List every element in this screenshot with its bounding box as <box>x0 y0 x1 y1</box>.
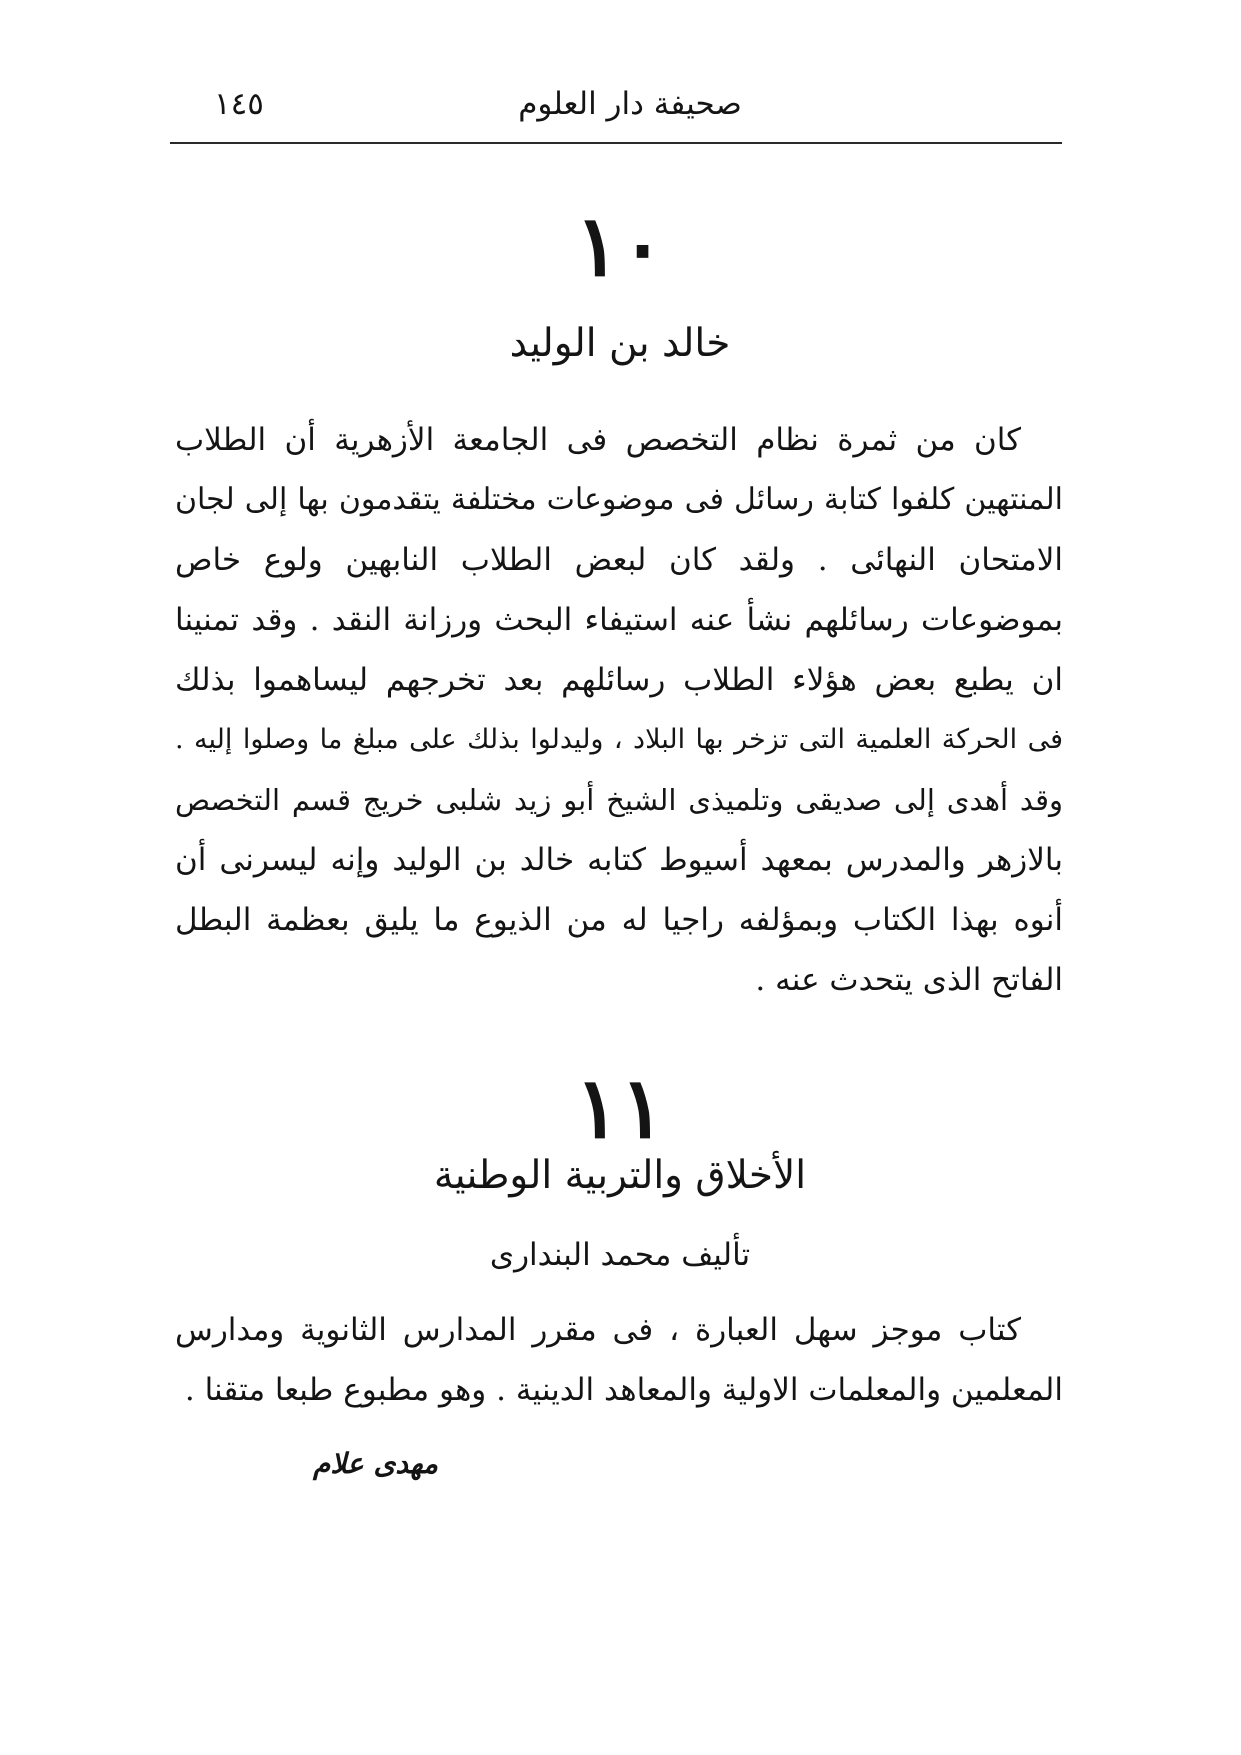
body-line: الفاتح الذى يتحدث عنه . <box>755 962 1063 998</box>
header-rule <box>170 142 1062 144</box>
running-title: صحيفة دار العلوم <box>518 86 742 122</box>
book-author: تأليف محمد البندارى <box>489 1237 751 1273</box>
section-number: ١١ <box>574 1058 666 1157</box>
section-number: ١٠ <box>574 196 666 295</box>
body-line: المنتهين كلفوا كتابة رسائل فى موضوعات مختلفة يتقدمون بها إلى لجان <box>175 482 1063 517</box>
section-body <box>175 410 1063 1010</box>
author-signature: مهدى علام <box>312 1447 438 1480</box>
body-line: فى الحركة العلمية التى تزخر بها البلاد ، وليدلوا بذلك على مبلغ ما وصلوا إليه . <box>175 724 1063 755</box>
body-line: أنوه بهذا الكتاب وبمؤلفه راجيا له من الذيوع ما يليق بعظمة البطل <box>175 902 1063 938</box>
body-line: بموضوعات رسائلهم نشأ عنه استيفاء البحث ورزانة النقد . وقد تمنينا <box>175 602 1063 638</box>
body-line: المعلمين والمعلمات الاولية والمعاهد الدينية . وهو مطبوع طبعا متقنا . <box>184 1372 1063 1408</box>
page-number: ١٤٥ <box>214 86 264 122</box>
section-title: خالد بن الوليد <box>509 321 731 366</box>
body-line: بالازهر والمدرس بمعهد أسيوط كتابه خالد بن الوليد وإنه ليسرنى أن <box>175 842 1063 878</box>
body-line: الامتحان النهائى . ولقد كان لبعض الطلاب النابهين ولوع خاص <box>175 542 1063 578</box>
body-line: كان من ثمرة نظام التخصص فى الجامعة الأزهرية أن الطلاب <box>175 422 1021 458</box>
body-line: كتاب موجز سهل العبارة ، فى مقرر المدارس الثانوية ومدارس <box>175 1312 1021 1348</box>
section-body <box>175 1300 1063 1420</box>
body-line: وقد أهدى إلى صديقى وتلميذى الشيخ أبو زيد شلبى خريج قسم التخصص <box>175 783 1063 817</box>
body-line: ان يطبع بعض هؤلاء الطلاب رسائلهم بعد تخرجهم ليساهموا بذلك <box>175 662 1063 698</box>
section-title: الأخلاق والتربية الوطنية <box>433 1153 807 1198</box>
